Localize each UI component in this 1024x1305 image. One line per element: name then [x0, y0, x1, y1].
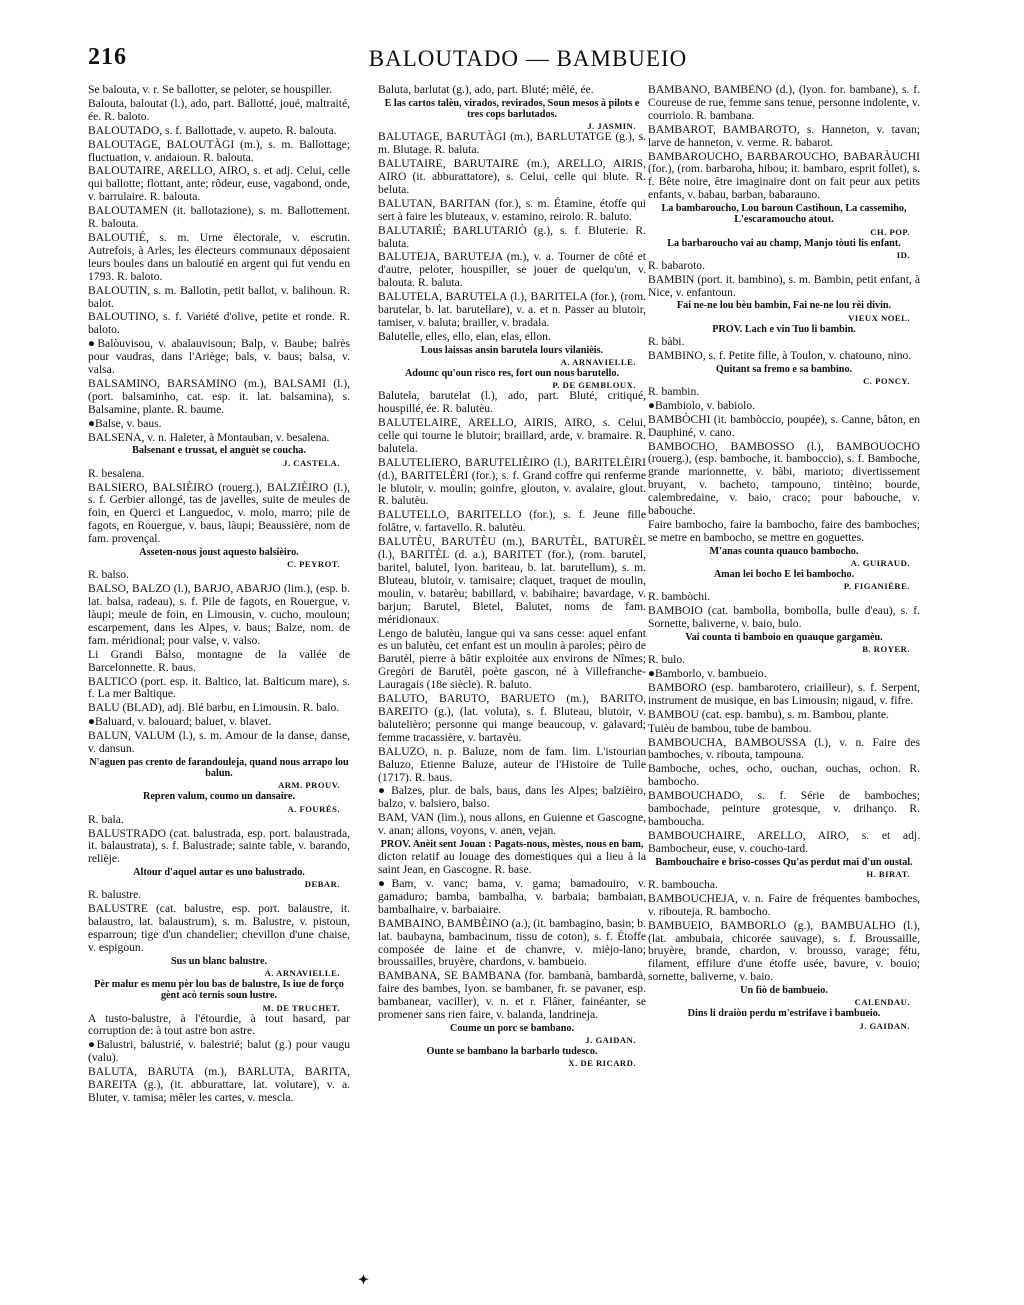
dictionary-entry: BALOUTINO, s. f. Variété d'olive, petite et ronde. R. baloto. — [88, 310, 350, 337]
dictionary-entry: Tuièu de bambou, tube de bambou. — [648, 721, 812, 735]
dictionary-entry: R. bàbi. — [648, 334, 685, 348]
dictionary-entry: BALUTELA, BARUTELA (l.), BARITELA (for.), (rom. barutelar, b. lat. barutellare), v. a. et n. Passer au blutoir, tamiser, v. baluta; brailler, v. bradala. — [378, 290, 646, 329]
citation-source: A. GUIRAUD. — [850, 557, 910, 568]
dictionary-entry: BALSIERO, BALSIÈIRO (rouerg.), BALZIÈIRO (l.), s. f. Gerbier allongé, tas de javelles, suite de meules de foin, en Querci et Languedoc, v. molo, marro; pile de fagots, en Rouergue, v. baus, làupi; Beaussière, nom de fam. provençal. — [88, 480, 350, 546]
citation: Repren valum, coumo un dansaire. — [143, 791, 295, 803]
citation: Asseten-nous joust aquesto balsièiro. — [139, 547, 299, 559]
citation-source: C. PONCY. — [863, 375, 910, 386]
citation-source: J. JASMIN. — [587, 121, 636, 132]
dictionary-entry: BALSENA, v. n. Haleter, à Montauban, v. besalena. — [88, 430, 330, 444]
citation-source: B. ROYER. — [862, 644, 910, 655]
dictionary-entry: BALUTA, BARUTA (m.), BARLUTA, BARITA, BAREITA (g.), (it. abburattare, lat. volutare), v. a. Bluter, v. tamisa; mêler les cartes, v. mescla. — [88, 1065, 350, 1105]
citation: Adounc qu'oun risco res, fort oun nous barutello. — [404, 368, 620, 380]
citation: PROV. Anèit sent Jouan : Pagats-nous, mèstes, nous en bam, — [380, 839, 644, 851]
dictionary-entry: ●Balse, v. baus. — [88, 416, 162, 430]
citation: Vai counta ti bamboio en quauque gargamèu. — [685, 631, 883, 643]
dictionary-entry: R. bambòchi. — [648, 590, 711, 604]
column-3 — [648, 84, 920, 1289]
citation: Balsenant e trussat, el anguèt se coucha. — [132, 445, 306, 457]
citation-source: ID. — [896, 249, 910, 260]
citation-source: A. FOURÈS. — [287, 803, 340, 814]
citation: La bambaroucho, Lou baroun Castihoun, La cassemiho, L'escaramoucho atout. — [661, 203, 907, 226]
dictionary-entry: ●Bamborlo, v. bambueio. — [648, 667, 767, 681]
dictionary-entry: BAMBOIO (cat. bambolla, bombolla, bulle d'eau), s. f. Sornette, baliverne, v. baio, bulo. — [648, 604, 920, 630]
dictionary-entry: Lengo de balutèu, langue qui va sans cesse: aquel enfant es un balutèu, cet enfant est un moulin à paroles; pèiro de Barutèl, pierre à bâtir exploitée aux environs de Nîmes; Gregòri de Barutèl, poète gascon, né à Villefranche-Lauragais (18e siècle). R. baluto. — [378, 626, 646, 692]
citation-source: ARM. PROUV. — [278, 780, 340, 791]
dictionary-entry: BAMBUEIO, BAMBORLO (g.), BAMBUALHO (l.), (lat. ambubaia, chicorée sauvage), s. f. Broussaille, bruyère, brande, chardon, v. brousso, varage; fétu, filament, effilure d'une étoffe usée, bavure, v. bouio; sornette, baliverne, v. baio. — [648, 918, 920, 984]
dictionary-entry: BAMBORO (esp. bambarotero, criailleur), s. f. Serpent, instrument de musique, en bas Limousin; nigaud, v. fifre. — [648, 680, 920, 707]
dictionary-entry: Baluta, barlutat (g.), ado, part. Bluté; mêlé, ée. — [378, 84, 594, 96]
dictionary-entry: dicton relatif au louage des domestiques qui a lieu à la saint Jean, en Gascogne. R. base. — [378, 850, 646, 877]
citation-source: J. GAIDAN. — [859, 1020, 910, 1031]
dictionary-entry: BAMBAROUCHO, BARBAROUCHO, BABARÀUCHI (for.), (rom. barbaroha, hibou; it. bambaro, esprit follet), s. f. Bête noire, être imaginaire dont on fait peur aux petits enfants, v. babau, barban, babarauno. — [648, 149, 920, 202]
page-number: 216 — [88, 44, 127, 70]
dictionary-entry: BALOUTADO, s. f. Ballottade, v. aupeto. R. balouta. — [88, 123, 337, 137]
dictionary-entry: R. bulo. — [648, 653, 686, 667]
dictionary-entry: BALU (BLAD), adj. Blé barbu, en Limousin. R. balo. — [88, 701, 340, 715]
dictionary-entry: BALUZO, n. p. Baluze, nom de fam. lim. L'istourian Baluzo, Etienne Baluze, auteur de l'Histoire de Tulle (1717). R. baus. — [378, 744, 646, 784]
dictionary-entry: ●Balòuvisou, v. abalauvisoun; Balp, v. Baube; balrès pour vaudras, dans l'Ariège; bals, v. baus; balsa, v. valsa. — [88, 337, 350, 377]
dictionary-entry: BALUTEJA, BARUTEJA (m.), v. a. Tourner de côté et d'autre, peloter, houspiller, se jouer de quelqu'un, v. balouta. R. baluta. — [378, 250, 646, 290]
citation: PROV. Lach e vin Tuo li bambin. — [712, 323, 856, 335]
column-1 — [88, 84, 350, 1289]
citation: Fai ne-ne lou bèu bambin, Fai ne-ne lou rèi divin. — [676, 300, 892, 312]
dictionary-entry: Balutelle, elles, ello, elan, elas, ellon. — [378, 329, 551, 343]
dictionary-entry: Balutela, barutelat (l.), ado, part. Bluté, critiqué, houspillé, ée. R. balutèu. — [378, 389, 646, 416]
dictionary-entry: BAMBOCHO, BAMBOSSO (l.), BAMBOUOCHO (rouerg.), (esp. bamboche, it. bamboccio), s. f. Bamboche, grande marionnette, v. bàbi, marioto; divertissement bruyant, v. bacheto, tampouno, tintèino; bourde, calembredaine, v. baio, craco; pour babouche, v. babouche. — [648, 439, 920, 518]
dictionary-entry: BALUTAN, BARITAN (for.), s. m. Étamine, étoffe qui sert à faire les bluteaux, v. estamino, reirolo. R. baluto. — [378, 196, 646, 223]
dictionary-entry: ●Balustri, balustrié, v. balestrié; balut (g.) pour vaugu (valu). — [88, 1038, 350, 1065]
dictionary-entry: Balouta, baloutat (l.), ado, part. Ballotté, joué, maltraité, ée. R. baloto. — [88, 96, 350, 123]
dictionary-entry: BALOUTAGE, BALOUTÀGI (m.), s. m. Ballottage; fluctuation, v. andaioun. R. balouta. — [88, 137, 350, 164]
column-2 — [378, 84, 646, 1289]
dictionary-entry: Li Grandi Balso, montagne de la vallée de Barcelonnette. R. baus. — [88, 647, 350, 674]
citation: Aman lei bocho E lei bambocho. — [713, 568, 855, 580]
dictionary-entry: BALUTELAIRE, ARELLO, AIRIS, AIRO, s. Celui, celle qui tourne le blutoir; braillard, arde, v. bramaire. R. balutela. — [378, 416, 646, 455]
dictionary-entry: BAMBAROT, BAMBAROTO, s. Hanneton, v. tavan; larve de hanneton, v. verme. R. babarot. — [648, 122, 920, 149]
citation: Pèr malur es menu pèr lou bas de balustre, Is iue de forço gènt acò ternis soun lustre. — [94, 979, 344, 1002]
citation-source: VIEUX NOEL. — [848, 312, 910, 323]
dictionary-entry: A tusto-balustre, à l'étourdie, à tout hasard, par corruption de: à tout astre bon astre. — [88, 1011, 350, 1038]
dictionary-entry: R. bamboucha. — [648, 877, 718, 891]
dictionary-entry: BAM, VAN (lim.), nous allons, en Guienne et Gascogne, v. anan; allons, voyons, v. anen, vejan. — [378, 811, 646, 838]
page-header — [88, 44, 968, 84]
citation-source: J. GAIDAN. — [585, 1035, 636, 1046]
citation-source: X. DE RICARD. — [568, 1058, 636, 1069]
citation: Bambouchaire e briso-cosses Qu'as perdut mai d'un oustal. — [655, 856, 913, 868]
citation: N'aguen pas crento de farandouleja, quand nous arrapo lou balun. — [89, 757, 349, 780]
dictionary-entry: ●Bambiolo, v. babiolo. — [648, 398, 756, 412]
dictionary-entry: R. babaroto. — [648, 258, 705, 272]
dictionary-entry: BALUTARIÉ; BARLUTARIÒ (g.), s. f. Bluterie. R. baluta. — [378, 223, 646, 250]
dictionary-entry: R. bala. — [88, 812, 124, 826]
citation-source: P. DE GEMBLOUX. — [552, 380, 636, 391]
dictionary-entry: BALUTÈU, BARUTÈU (m.), BARUTÈL, BATURÈL (l.), BARITÈL (d. a.), BARITET (for.), (rom. barutel, baritel, balutel, lyon. bariteau, b. lat. barutellum), s. m. Bluteau, blutoir, v. tamisaire; claquet, traquet de moulin, moulin, v. batarèu; babillard, v. babihaire; bavardage, v. barjun; Barutel, Bletel, Balutet, noms de fam. méridionaux. — [378, 535, 646, 626]
dictionary-entry: R. besalena. — [88, 466, 145, 480]
dictionary-entry: Se balouta, v. r. Se ballotter, se peloter, se houspiller. — [88, 84, 332, 96]
dictionary-entry: ● Balzes, plur. de bals, baus, dans les Alpes; balzièiro, balzo, v. balsiero, balso. — [378, 784, 646, 811]
dictionary-entry: BAMBOUCHA, BAMBOUSSA (l.), v. n. Faire des bamboches, v. ribouta, tampouna. — [648, 735, 920, 762]
footer-mark: ✦ — [358, 1272, 369, 1287]
dictionary-entry: BAMBÒCHI (it. bambòccio, poupée), s. Canne, bâton, en Dauphiné, v. cano. — [648, 412, 920, 439]
dictionary-entry: BALUTO, BARUTO, BARUETO (m.), BARITO, BAREITO (g.), (lat. voluta), s. f. Bluteau, blutoir, v. balutelièro; personne qui mange beaucoup, v. galavard; femme tracassière, v. bartavèu. — [378, 692, 646, 744]
dictionary-entry: BAMBANA, SE BAMBANA (for. bambanà, bambardà, faire des bambes, lyon. se bambaner, fr. se pavaner, esp. bambanear, vaciller), v. n. et r. Flâner, fainéanter, se promener sans rien faire, v. balanda, landrineja. — [378, 969, 646, 1022]
dictionary-entry: BALOUTIÉ, s. m. Urne électorale, v. escrutin. Autrefois, à Arles, les électeurs communaux déposaient leurs boules dans un baloutié en argent qui fut vendu en 1793. R. baloto. — [88, 230, 350, 283]
dictionary-entry: ●Baluard, v. balouard; baluet, v. blavet. — [88, 715, 272, 729]
citation: Altour d'aquel autar es uno balustrado. — [133, 867, 305, 879]
dictionary-entry: BALUTELIERO, BARUTELIÈIRO (l.), BARITELÈIRI (d.), BARITELÈRI (for.), s. f. Grand coffre qui renferme le blutoir, v. moulin; goinfre, glouton, v. avalaire, glout. R. balutèu. — [378, 455, 646, 508]
dictionary-entry: R. bambin. — [648, 384, 700, 398]
dictionary-entry: Faire bambocho, faire la bambocho, faire des bamboches; se metre en bambocho, se mettre en goguettes. — [648, 517, 920, 544]
dictionary-entry: BALUTAIRE, BARUTAIRE (m.), ARELLO, AIRIS, AIRO (it. abburattatore), s. Celui, celle qui blute. R. beluta. — [378, 157, 646, 196]
dictionary-entry: R. balso. — [88, 568, 129, 582]
citation: La barbaroucho vai au champ, Manjo tòuti lis enfant. — [667, 237, 901, 249]
dictionary-entry: BALUN, VALUM (l.), s. m. Amour de la danse, danse, v. dansun. — [88, 729, 350, 756]
citation-source: P. FIGANIÈRE. — [843, 581, 910, 592]
dictionary-entry: BALOUTAMEN (it. ballotazione), s. m. Ballottement. R. balouta. — [88, 204, 350, 231]
citation: Lous laissas ansin barutela lours vilanièis. — [420, 344, 604, 356]
dictionary-entry: BALOUTAIRE, ARELLO, AIRO, s. et adj. Celui, celle qui ballotte; flottant, ante; rôdeur, euse, vagabond, onde, v. barrulaire. R. balouta. — [88, 164, 350, 204]
dictionary-entry: BAMBOUCHEJA, v. n. Faire de fréquentes bamboches, v. ribouteja. R. bambocho. — [648, 891, 920, 918]
citation-source: A. ARNAVIELLE. — [264, 968, 340, 979]
citation-source: DEBAR. — [304, 879, 340, 890]
citation-source: H. BIRAT. — [866, 868, 910, 879]
citation-source: A. ARNAVIELLE. — [560, 357, 636, 368]
citation-source: CALENDAU. — [854, 997, 910, 1008]
dictionary-entry: BALSAMINO, BARSAMINO (m.), BALSAMI (l.), (port. balsaminho, cat. esp. it. lat. balsamina), s. Balsamine, plante. R. baume. — [88, 376, 350, 416]
dictionary-entry: BAMBOUCHAIRE, ARELLO, AIRO, s. et adj. Bambocheur, euse, v. coucho-tard. — [648, 828, 920, 855]
dictionary-entry: BALSO, BALZO (l.), BARJO, ABARJO (lim.), (esp. b. lat. balsa, radeau), s. f. Pile de fagots, en Rouergue, v. làupi; meule de foin, en Limousin, v. cucho, mouloun; escarpement, dans les Alpes, v. baus; Balze, nom. de fam. méridional; pour valse, v. valso. — [88, 582, 350, 647]
dictionary-entry: BAMBAINO, BAMBÈINO (a.), (it. bambagino, basin; b. lat. baubayna, bambacinum, tissu de coton), s. f. Étoffe composée de laine et de chanvre, v. mièjo-lano; broussailles, bruyère, chardons, v. bambueio. — [378, 916, 646, 969]
dictionary-entry: BALOUTIN, s. m. Ballotin, petit ballot, v. balihoun. R. balot. — [88, 283, 350, 310]
citation: Coume un porc se bambano. — [449, 1023, 575, 1035]
dictionary-entry: BALUSTRE (cat. balustre, esp. port. balaustre, it. balaustro, lat. balaustrum), s. m. Balustre, v. pistoun, esparroun; tige d'un chandelier; chevillon d'une chaise, v. espigoun. — [88, 902, 350, 955]
citation-source: C. PEYROT. — [287, 559, 340, 570]
citation-source: M. DE TRUCHET. — [262, 1002, 340, 1013]
dictionary-entry: BAMBINO, s. f. Petite fille, à Toulon, v. chatouno, nino. — [648, 348, 912, 362]
citation: Sus un blanc balustre. — [170, 955, 268, 967]
citation: Dins li draiòu perdu m'estrifave i bambueio. — [687, 1008, 881, 1020]
dictionary-entry: BAMBANO, BAMBÈNO (d.), (lyon. for. bambane), s. f. Coureuse de rue, femme sans tenue, personne indolente, v. courriolo. R. bambana. — [648, 84, 920, 122]
citation: E las cartos talèu, virados, revirados, Soun mesos à pilots e tres cops barlutados. — [384, 97, 640, 121]
citation: Ounte se bambano la barbarlo tudesco. — [426, 1046, 598, 1058]
citation: M'anas counta quauco bambocho. — [709, 545, 859, 557]
dictionary-entry: BAMBOU (cat. esp. bambu), s. m. Bambou, plante. — [648, 707, 889, 721]
citation-source: CH. POP. — [870, 226, 910, 237]
dictionary-entry: R. balustre. — [88, 888, 142, 902]
dictionary-entry: BAMBIN (port. it. bambino), s. m. Bambin, petit enfant, à Nice, v. enfantoun. — [648, 272, 920, 299]
citation: Quitant sa fremo e sa bambino. — [715, 363, 853, 375]
dictionary-entry: BALTICO (port. esp. it. Baltico, lat. Balticum mare), s. f. La mer Baltique. — [88, 674, 350, 701]
citation-source: J. CASTELA. — [283, 457, 340, 468]
dictionary-entry: ●Bam, v. vanc; bama, v. gama; bamadouiro, v. gamaduro; bamba, bambalha, v. barbaia; bambaian, bambalhaire, v. barbaiaire. — [378, 877, 646, 916]
running-title: BALOUTADO — BAMBUEIO — [368, 46, 688, 71]
dictionary-entry: BALUTAGE, BARUTÀGI (m.), BARLUTATGE (g.), s. m. Blutage. R. baluta. — [378, 130, 646, 157]
dictionary-entry: BALUTELLO, BARITELLO (for.), s. f. Jeune fille folâtre, v. fartavello. R. balutèu. — [378, 508, 646, 535]
dictionary-entry: BAMBOUCHADO, s. f. Série de bamboches; bambochade, peinture grotesque, v. drihanço. R. bamboucha. — [648, 789, 920, 828]
citation: Un fiò de bambueio. — [740, 985, 828, 997]
dictionary-entry: BALUSTRADO (cat. balustrada, esp. port. balaustrada, it. balaustrata), s. f. Balustrade; sainte table, v. barando, relièje. — [88, 826, 350, 866]
dictionary-entry: Bamboche, oches, ocho, ouchan, ouchas, ochon. R. bambocho. — [648, 762, 920, 789]
